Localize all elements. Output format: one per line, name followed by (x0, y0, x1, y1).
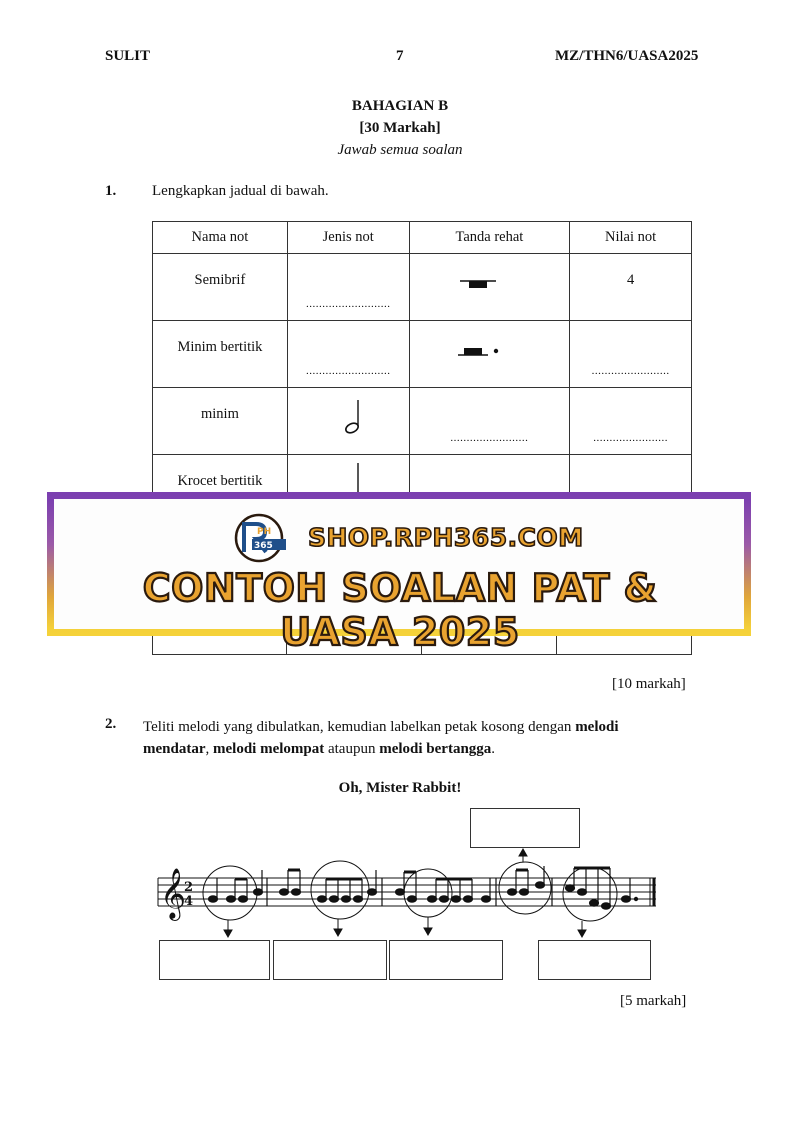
col-header-value: Nilai not (570, 222, 692, 254)
section-marks: [30 Markah] (359, 120, 441, 136)
page-number: 7 (396, 48, 404, 64)
dotted-minim-rest-icon (456, 343, 506, 363)
note-table (152, 221, 692, 524)
q2-marks: [5 markah] (620, 993, 687, 1009)
answer-blank[interactable]: .......................... (305, 298, 391, 310)
melody-staff (150, 848, 660, 940)
header-left: SULIT (105, 48, 151, 64)
q2-text-part: . (491, 741, 496, 757)
q2-text-part: Teliti melodi yang dibulatkan, kemudian labelkan petak kosong dengan (143, 719, 576, 735)
answer-blank[interactable]: ....................... (593, 432, 668, 444)
q2-text (143, 716, 683, 760)
answer-box-1[interactable] (159, 940, 270, 980)
section-title: BAHAGIAN B (351, 98, 449, 114)
melody-circle-5 (563, 867, 617, 921)
col-header-type: Jenis not (287, 222, 409, 254)
melody-circle-1 (203, 866, 257, 920)
treble-clef-icon (160, 868, 186, 921)
q2-text-part: ataupun (324, 741, 380, 757)
answer-blank[interactable]: ........................ (591, 365, 670, 377)
answer-box-top[interactable] (470, 808, 580, 848)
melody-circle-3 (404, 869, 452, 917)
note-name: Krocet bertitik (177, 473, 263, 489)
svg-text:365: 365 (254, 541, 273, 551)
answer-blank[interactable]: ........................ (450, 432, 529, 444)
note-name: Semibrif (194, 272, 246, 288)
banner-headline: CONTOH SOALAN PAT & UASA 2025 (142, 566, 658, 654)
note-name: minim (200, 406, 239, 422)
minim-note-icon (344, 398, 368, 438)
svg-text:𝄞: 𝄞 (160, 868, 187, 919)
time-signature-top: 2 (184, 880, 194, 895)
q2-text-part: , (205, 741, 213, 757)
note-name: Minim bertitik (177, 339, 263, 355)
paper-code: MZ/THN6/UASA2025 (555, 48, 699, 64)
col-header-rest: Tanda rehat (409, 222, 570, 254)
q2-number: 2. (105, 716, 117, 732)
q2-keyword-mendatar: melodi mendatar (143, 719, 619, 757)
col-header-name: Nama not (153, 222, 288, 254)
q1-number: 1. (105, 183, 117, 199)
q1-marks: [10 markah] (612, 676, 686, 692)
table-row (153, 388, 692, 455)
table-row (153, 321, 692, 388)
note-value: 4 (626, 272, 635, 288)
section-instruction: Jawab semua soalan (337, 142, 463, 158)
svg-text:PH: PH (257, 527, 272, 537)
answer-blank[interactable]: .......................... (305, 365, 391, 377)
rph365-logo-icon (232, 512, 290, 564)
melody-circle-2 (311, 861, 369, 919)
shop-url-text: SHOP.RPH365.COM (308, 523, 584, 552)
q2-keyword-bertangga: melodi bertangga (379, 741, 492, 757)
q2-keyword-melompat: melodi melompat (213, 741, 325, 757)
table-row (153, 254, 692, 321)
song-title: Oh, Mister Rabbit! (338, 780, 462, 796)
answer-box-3[interactable] (389, 940, 503, 980)
q1-text: Lengkapkan jadual di bawah. (152, 183, 329, 199)
time-signature-bottom: 4 (184, 894, 194, 909)
semibreve-rest-icon (458, 276, 498, 296)
answer-box-2[interactable] (273, 940, 387, 980)
answer-box-4[interactable] (538, 940, 651, 980)
